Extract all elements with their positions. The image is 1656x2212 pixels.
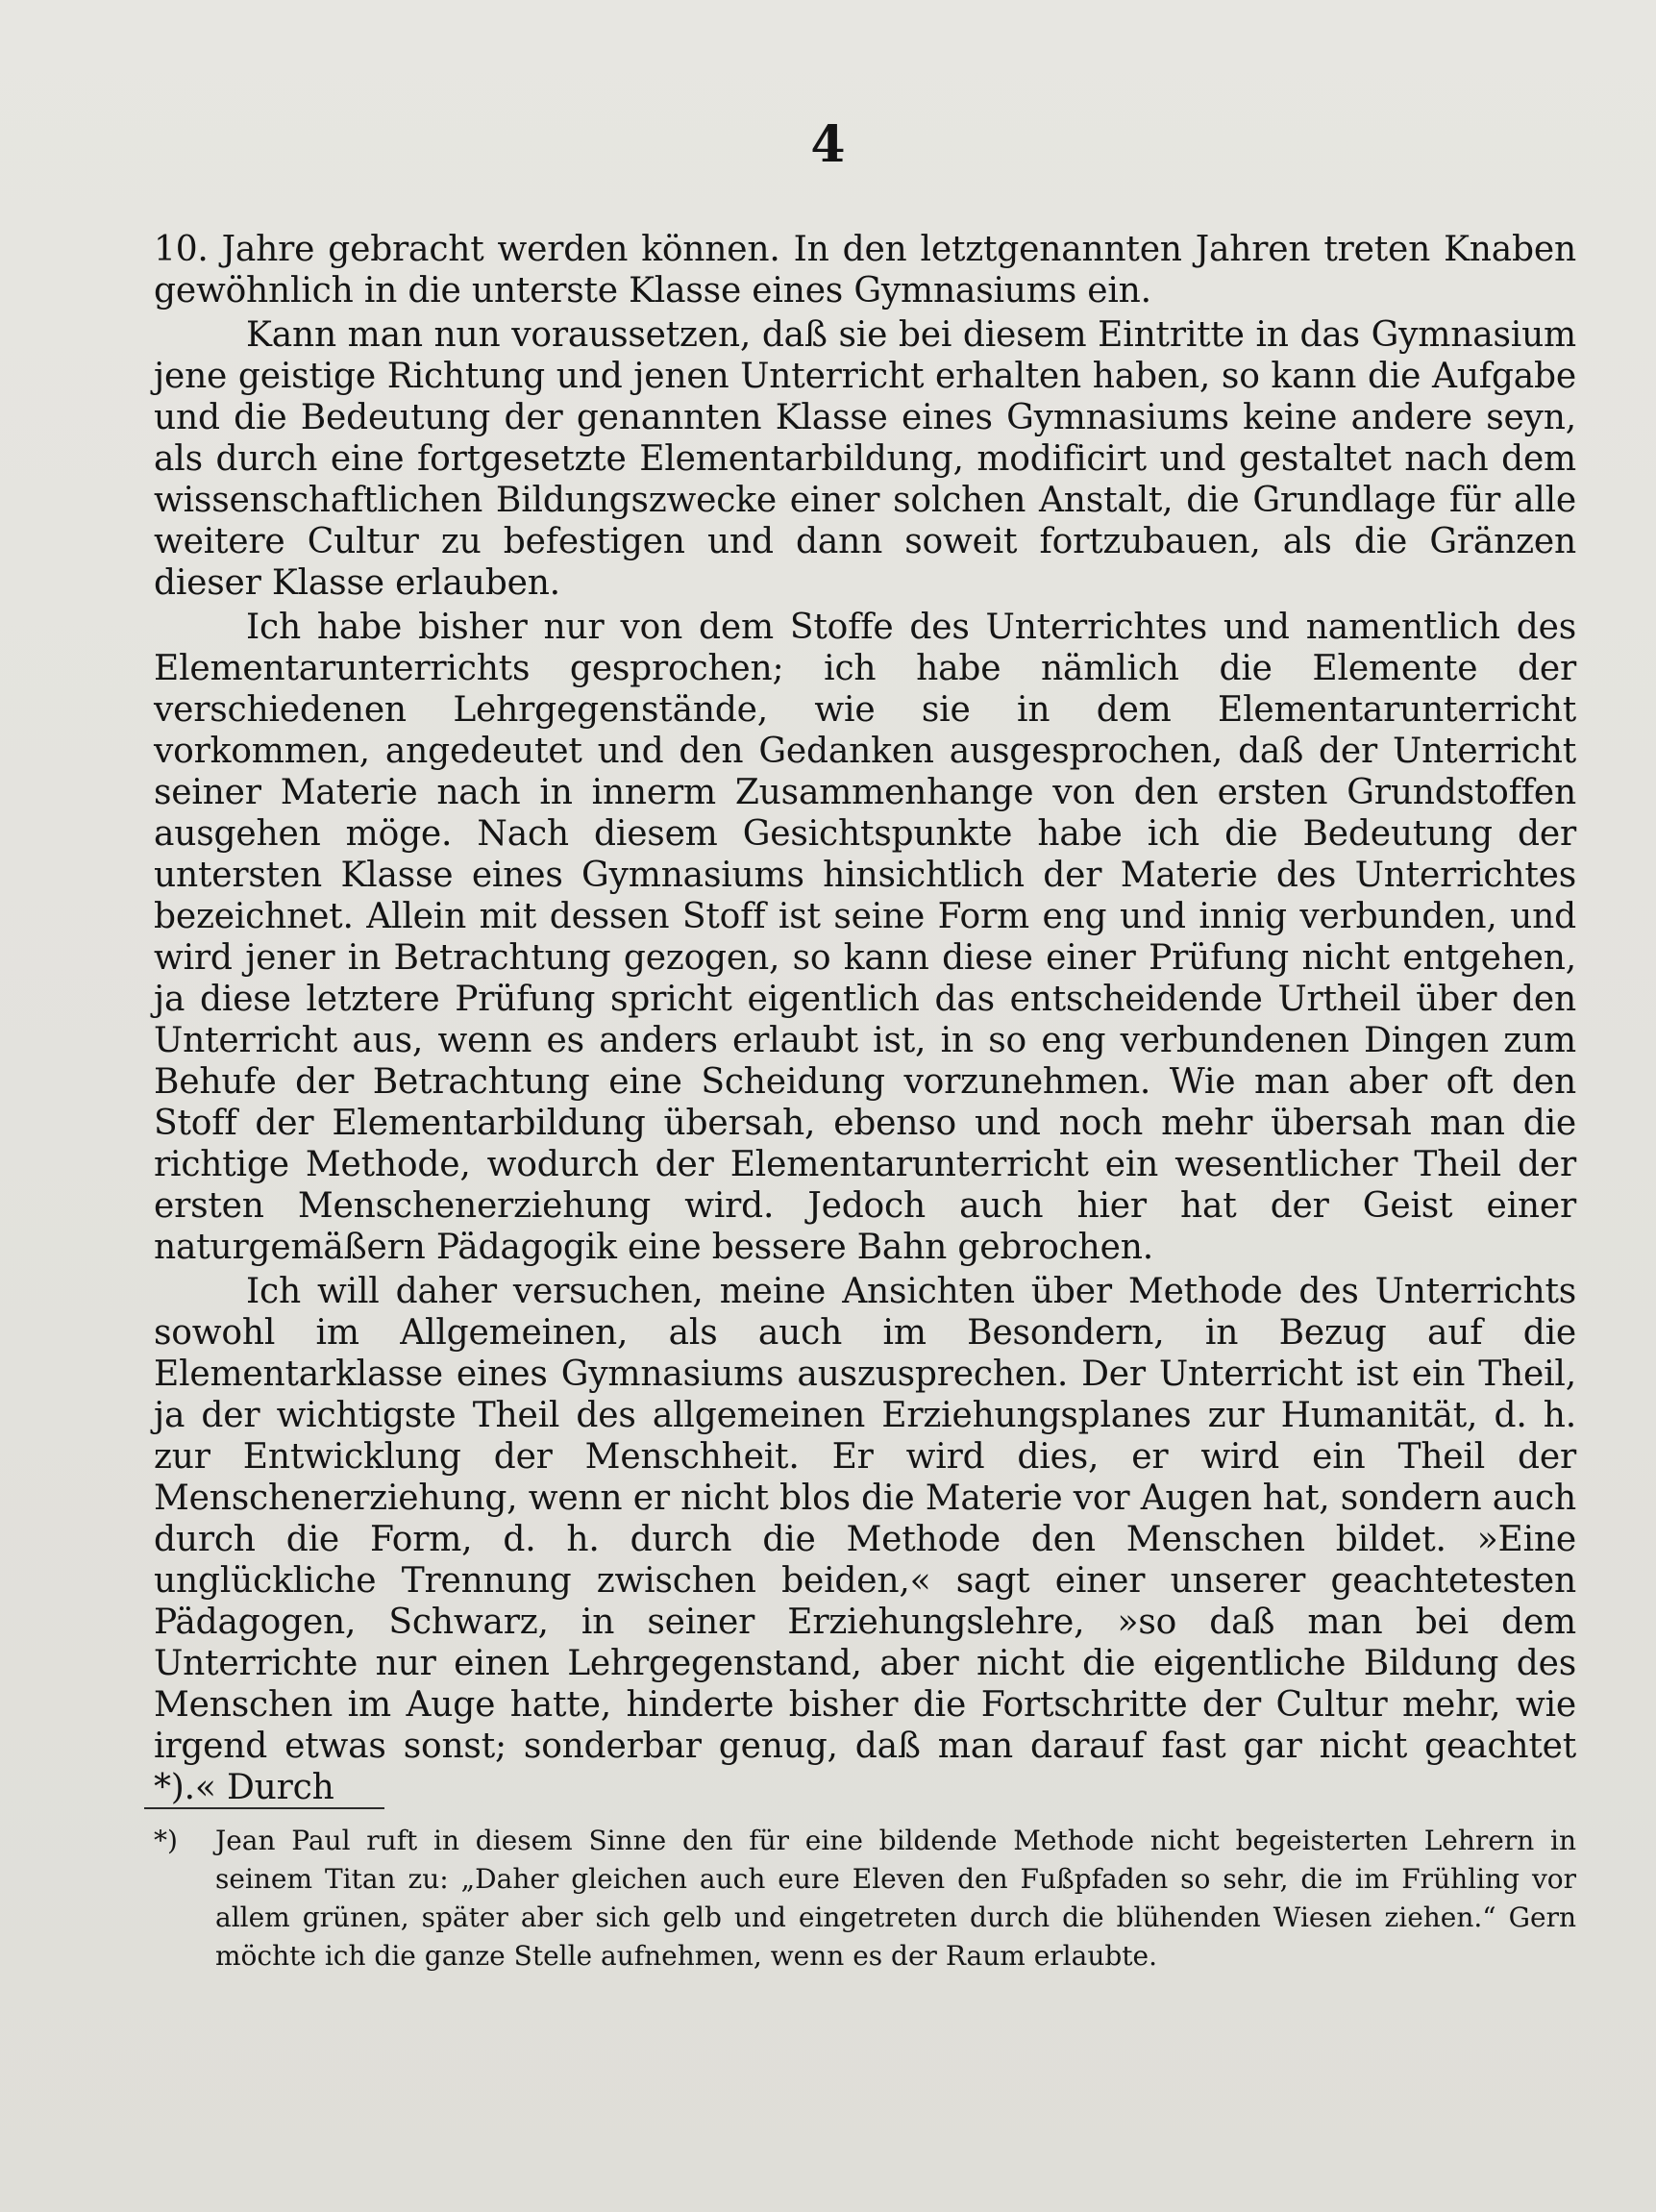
page-number: 4 [810,115,846,174]
paragraph-1: 10. Jahre gebracht werden können. In den letztgenannten Jahren treten Knaben gewöhnlich in die unterste Klasse eines Gymnasiums ein. [154,230,1576,311]
footnote-divider [144,1807,384,1809]
paragraph-4: Ich will daher versuchen, meine Ansichten über Methode des Unterrichts sowohl im Allgemeinen, als auch im Besondern, in Bezug auf die Elementarklasse eines Gymnasiums auszusprechen. Der Unterricht ist ein Theil, ja der wichtigste Theil des allgemeinen Erziehungsplanes zur Humanität, d. h. zur Entwicklung der Menschheit. Er wird dies, er wird ein Theil der Menschenerziehung, wenn er nicht blos die Materie vor Augen hat, sondern auch durch die Form, d. h. durch die Methode den Menschen bildet. »Eine unglückliche Trennung zwischen beiden,« sagt einer unserer geachtetesten Pädagogen, Schwarz, in seiner Erziehungslehre, »so daß man bei dem Unterrichte nur einen Lehrgegenstand, aber nicht die eigentliche Bildung des Menschen im Auge hatte, hinderte bisher die Fortschritte der Cultur mehr, wie irgend etwas sonst; sonderbar genug, daß man darauf fast gar nicht geachtet *).« Durch [154,1272,1576,1807]
footnote-marker: *) [154,1825,178,1856]
footnote-text: Jean Paul ruft in diesem Sinne den für eine bildende Methode nicht begeisterten Lehrern in seinem Titan zu: „Daher gleichen auch eure Eleven den Fußpfaden so sehr, die im Frühling vor allem grünen, später aber sich gelb und eingetreten durch die blühenden Wiesen ziehen.“ Gern möchte ich die ganze Stelle aufnehmen, wenn es der Raum erlaubte. [215,1825,1576,1972]
paragraph-3: Ich habe bisher nur von dem Stoffe des Unterrichtes und namentlich des Elementarunterrichts gesprochen; ich habe nämlich die Elemente der verschiedenen Lehrgegenstände, wie sie in dem Elementarunterricht vorkommen, angedeutet und den Gedanken ausgesprochen, daß der Unterricht seiner Materie nach in innerm Zusammenhange von den ersten Grundstoffen ausgehen möge. Nach diesem Gesichtspunkte habe ich die Bedeutung der untersten Klasse eines Gymnasiums hinsichtlich der Materie des Unterrichtes bezeichnet. Allein mit dessen Stoff ist seine Form eng und innig verbunden, und wird jener in Betrachtung gezogen, so kann diese einer Prüfung nicht entgehen, ja diese letztere Prüfung spricht eigentlich das entscheidende Urtheil über den Unterricht aus, wenn es anders erlaubt ist, in so eng verbundenen Dingen zum Behufe der Betrachtung eine Scheidung vorzunehmen. Wie man aber oft den Stoff der Elementarbildung übersah, ebenso und noch mehr übersah man die richtige Methode, wodurch der Elementarunterricht ein wesentlicher Theil der ersten Menschenerziehung wird. Jedoch auch hier hat der Geist einer naturgemäßern Pädagogik eine bessere Bahn gebrochen. [154,608,1576,1267]
footnote [154,1822,1576,1976]
main-text [154,229,1576,1811]
paragraph-2: Kann man nun voraussetzen, daß sie bei diesem Eintritte in das Gymnasium jene geistige Richtung und jenen Unterricht erhalten haben, so kann die Aufgabe und die Bedeutung der genannten Klasse eines Gymnasiums keine andere seyn, als durch eine fortgesetzte Elementarbildung, modificirt und gestaltet nach dem wissenschaftlichen Bildungszwecke einer solchen Anstalt, die Grundlage für alle weitere Cultur zu befestigen und dann soweit fortzubauen, als die Gränzen dieser Klasse erlauben. [154,315,1576,603]
